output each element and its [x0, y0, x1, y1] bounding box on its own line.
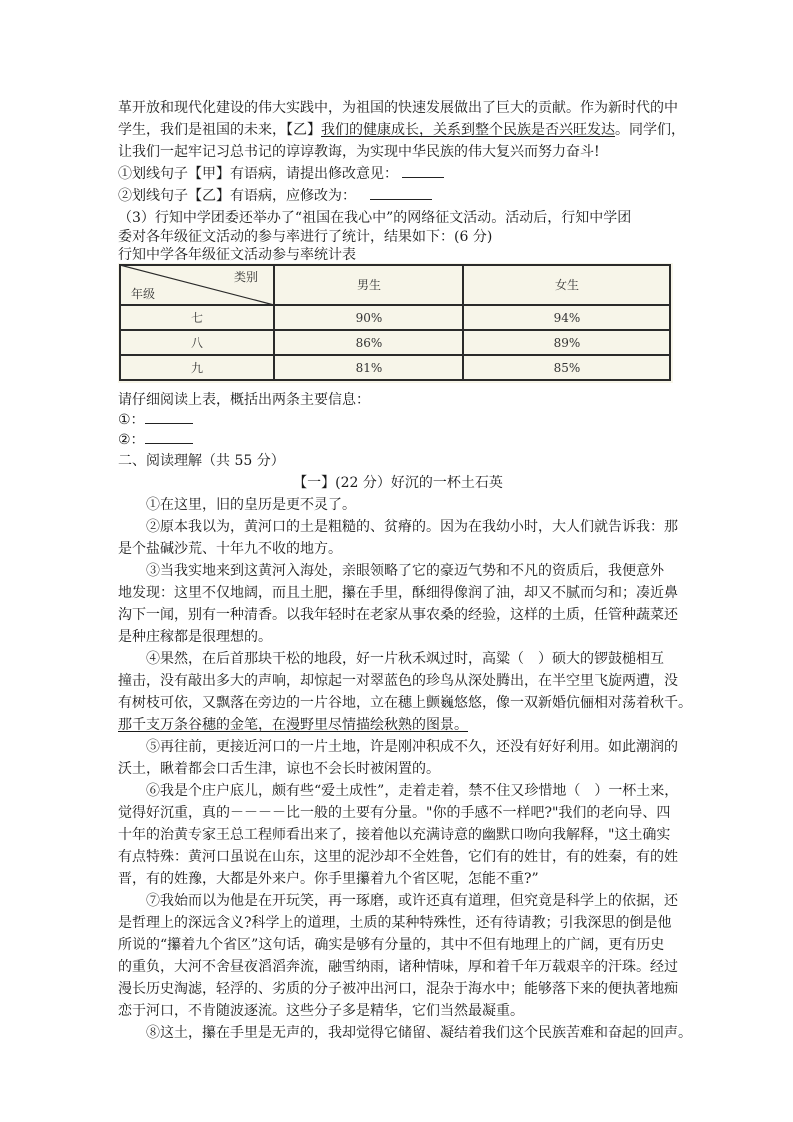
intro-line-3: 让我们一起牢记习总书记的谆谆教诲，为实现中华民族的伟大复兴而努力奋斗!: [118, 144, 600, 160]
info-answer-2: [118, 429, 193, 451]
info-answer-2-label: ②：: [118, 432, 145, 448]
row-female-value: 89%: [553, 336, 581, 350]
essay-paragraph-7-line: 漫长历史淘滤，轻浮的、劣质的分子被冲出河口，混杂于海水中；能够落下来的便执著地痴: [118, 981, 678, 997]
question-3-line-1: （3）行知中学团委还举办了“祖国在我心中”的网络征文活动。活动后，行知中学团: [118, 210, 632, 226]
essay-paragraph-4-line: 有树枝可依，又飘落在旁边的一片谷地，立在穗上颤巍悠悠，像一双新婚伉俪相对荡着秋千。: [118, 695, 692, 711]
row-male-value: 81%: [355, 361, 383, 375]
essay-paragraph-6-line: 十年的治黄专家王总工程师看出来了，接着他以充满诗意的幽默口吻向我解释，"这土确实: [118, 827, 671, 843]
intro-line-1: 革开放和现代化建设的伟大实践中，为祖国的快速发展做出了巨大的贡献。作为新时代的中: [118, 100, 678, 116]
essay-paragraph-2-line: 是个盐碱沙荒、十年九不收的地方。: [118, 541, 342, 557]
essay-paragraph-2-line: ②原本我以为，黄河口的土是粗糙的、贫瘠的。因为在我幼小时，大人们就告诉我：那: [146, 519, 678, 535]
essay-paragraph-6-line: 晋，有的姓豫，大都是外来户。你手里攥着九个省区呢，怎能不重?”: [118, 871, 539, 887]
essay-paragraph-7-line: 的重负，大河不舍昼夜滔滔奔流，融雪纳雨，诸种情味，厚和着千年万载艰辛的汗珠。经过: [118, 959, 678, 975]
essay-paragraph-5-line: 沃土，瞅着都会口舌生津，谅也不会长时被闲置的。: [118, 761, 440, 777]
essay-paragraph-6-line: ⑥我是个庄户底儿，颇有些“爱土成性”，走着走着，禁不住又珍惜地（ ）一杯土来，: [146, 783, 679, 799]
essay-paragraph-1: ①在这里，旧的皇历是更不灵了。: [146, 497, 356, 513]
section-heading: 二、阅读理解（共 55 分）: [118, 453, 285, 469]
question-2-text: ②划线句子【乙】有语病，应修改为：: [118, 188, 356, 204]
row-grade: 九: [190, 361, 203, 375]
row-grade: 七: [190, 311, 203, 325]
row-female-value: 94%: [553, 311, 581, 325]
essay-paragraph-4-line: ④果然，在后首那块干松的地段，好一片秋禾飒过时，高粱（ ）硕大的锣鼓槌相互: [146, 651, 664, 667]
info-answer-1-label: ①：: [118, 412, 145, 428]
question-2: [118, 185, 432, 207]
essay-paragraph-3-line: 地发现：这里不仅地阔，而且土肥，攥在手里，酥细得像润了油，却又不腻而匀和；凑近鼻: [118, 585, 678, 601]
question-1-text: ①划线句子【甲】有语病，请提出修改意见：: [118, 166, 398, 182]
essay-paragraph-3-line: 是种庄稼都是很理想的。: [118, 629, 272, 645]
question-3-line-2: 委对各年级征文活动的参与率进行了统计，结果如下：(6 分): [118, 229, 493, 245]
answer-blank-2[interactable]: [370, 185, 432, 200]
answer-blank-1[interactable]: [402, 163, 444, 178]
essay-paragraph-3-line: ③当我实地来到这黄河入海处，亲眼领略了它的豪迈气势和不凡的资质后，我便意外: [146, 563, 664, 579]
participation-table: [118, 263, 673, 383]
essay-paragraph-7-line: ⑦我始而以为他是在开玩笑，再一琢磨，或许还真有道理，但究竟是科学上的依据，还: [146, 893, 678, 909]
underlined-sentence-yi: 我们的健康成长，关系到整个民族是否兴旺发达: [321, 122, 615, 138]
header-male: 男生: [356, 278, 381, 292]
essay-paragraph-4-underlined: 那千支万条谷穗的金笔，在漫野里尽情描绘秋熟的图景。: [118, 717, 468, 733]
essay-paragraph-7-line: 是哲理上的深远含义?科学上的道理，土质的某种特殊性，还有待请教；引我深思的倒是他: [118, 915, 672, 931]
essay-paragraph-5-line: ⑤再往前，更接近河口的一片土地，许是刚冲积成不久，还没有好好利用。如此潮润的: [146, 739, 678, 755]
essay-paragraph-7-line: 所说的“攥着九个省区”这句话，确实是够有分量的，其中不但有地理上的广阔，更有历史: [118, 937, 665, 953]
corner-label-grade: 年级: [130, 287, 155, 301]
essay-paragraph-3-line: 沟下一闻，别有一种清香。以我年轻时在老家从事农桑的经验，这样的土质，任管种蔬菜还: [118, 607, 678, 623]
mark-yi: 【乙】: [286, 122, 321, 138]
corner-label-category: 类别: [233, 270, 258, 284]
info-blank-2[interactable]: [145, 429, 193, 444]
row-grade: 八: [190, 336, 203, 350]
header-female: 女生: [554, 278, 579, 292]
intro-line-2: [118, 119, 685, 141]
row-female-value: 85%: [553, 361, 581, 375]
intro-line-2-end: 。同学们，: [615, 122, 685, 138]
row-male-value: 86%: [355, 336, 383, 350]
essay-paragraph-4-line: 撞击，没有敲出多大的声响，却惊起一对翠蓝色的珍鸟从深处腾出，在半空里飞旋两遭，没: [118, 673, 678, 689]
essay-paragraph-8: ⑧这土，攥在手里是无声的，我却觉得它储留、凝结着我们这个民族苦难和奋起的回声。: [146, 1025, 692, 1041]
info-answer-1: [118, 409, 193, 431]
essay-title: 【一】(22 分）好沉的一杯土石英: [293, 475, 503, 491]
table-instruction: 请仔细阅读上表，概括出两条主要信息：: [118, 392, 370, 408]
question-1: [118, 163, 444, 185]
essay-paragraph-7-line: 恋于河口，不肯随波逐流。这些分子多是精华，它们当然最凝重。: [118, 1003, 524, 1019]
essay-paragraph-6-line: 有点特殊：黄河口虽说在山东，这里的泥沙却不全姓鲁，它们有的姓甘，有的姓秦，有的姓: [118, 849, 678, 865]
row-male-value: 90%: [355, 311, 383, 325]
info-blank-1[interactable]: [145, 409, 193, 424]
essay-paragraph-6-line: 觉得好沉重，真的－－－－比一般的土要有分量。"你的手感不一样吧?"我们的老向导、四: [118, 805, 671, 821]
table-title: 行知中学各年级征文活动参与率统计表: [118, 247, 356, 263]
intro-line-2-start: 学生，我们是祖国的未来，: [118, 122, 286, 138]
